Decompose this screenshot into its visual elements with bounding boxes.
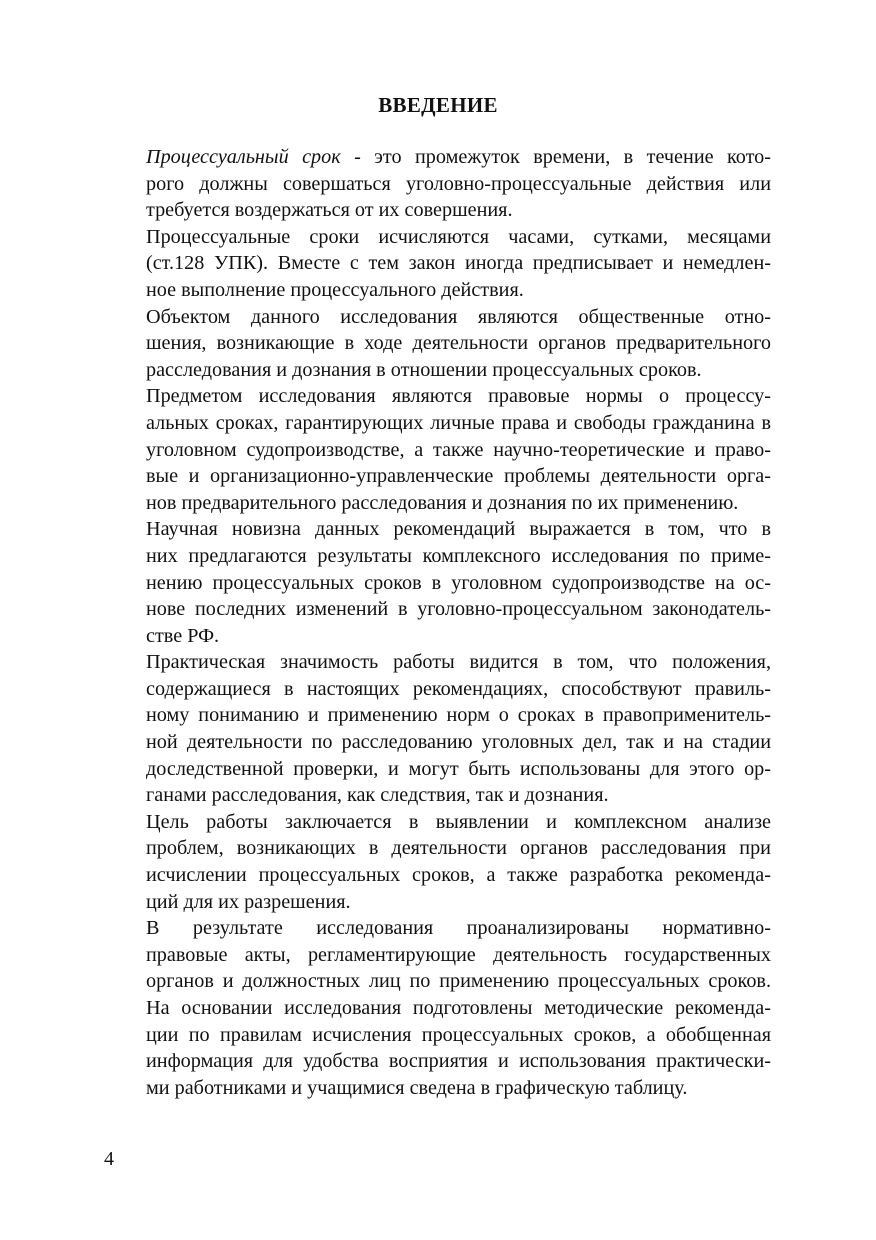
text-line: ми работниками и учащимися сведена в графическую таблицу. xyxy=(146,1076,688,1099)
text-line xyxy=(104,144,771,171)
text-line: шения, возникающие в ходе деятельности органов предварительного xyxy=(146,332,771,355)
paragraph xyxy=(104,144,771,224)
text-line: стве РФ. xyxy=(146,624,220,647)
text-line: нове последних изменений в уголовно-процессуальном законодатель- xyxy=(146,598,771,621)
text-line: проблем, возникающих в деятельности органов расследования при xyxy=(146,837,771,860)
text-line: рого должны совершаться уголовно-процессуальные действия или xyxy=(146,172,771,195)
text-line: альных сроках, гарантирующих личные права и свободы гражданина в xyxy=(146,411,771,434)
text-line: Объектом данного исследования являются общественные отно- xyxy=(146,305,771,328)
italic-term: Процессуальный срок xyxy=(146,146,341,168)
text-line: Предметом исследования являются правовые нормы о процессу- xyxy=(146,385,771,408)
paragraph xyxy=(104,516,771,649)
text-line: органов и должностных лиц по применению процессуальных сроков. xyxy=(146,970,771,993)
text-line: Практическая значимость работы видится в том, что положения, xyxy=(146,651,771,674)
text-line: Цель работы заключается в выявлении и комплексном анализе xyxy=(146,810,771,833)
paragraph xyxy=(104,915,771,1101)
text-line: нению процессуальных сроков в уголовном судопроизводстве на ос- xyxy=(146,571,771,594)
paragraph xyxy=(104,649,771,809)
text-line: (ст.128 УПК). Вместе с тем закон иногда предписывает и немедлен- xyxy=(146,252,771,275)
text-line: ций для их разрешения. xyxy=(146,890,351,913)
text-line: Научная новизна данных рекомендаций выражается в том, что в xyxy=(146,518,771,541)
page-number: 4 xyxy=(104,1148,114,1170)
text-line: информация для удобства восприятия и использования практически- xyxy=(146,1050,771,1073)
text-line: уголовном судопроизводстве, а также научно-теоретические и право- xyxy=(146,438,771,461)
text-line: ное выполнение процессуального действия. xyxy=(146,278,524,301)
text-line: доследственной проверки, и могут быть использованы для этого ор- xyxy=(146,757,771,780)
text-line: правовые акты, регламентирующие деятельность государственных xyxy=(146,943,771,966)
text-line: исчислении процессуальных сроков, а также разработка рекоменда- xyxy=(146,864,771,887)
text-line: них предлагаются результаты комплексного исследования по приме- xyxy=(146,544,771,567)
text-line: Процессуальные сроки исчисляются часами, сутками, месяцами xyxy=(146,225,771,248)
paragraph xyxy=(104,224,771,304)
paragraph xyxy=(104,304,771,384)
text-line: ганами расследования, как следствия, так и дознания. xyxy=(146,784,609,807)
text-line: ции по правилам исчисления процессуальных сроков, а обобщенная xyxy=(146,1023,771,1046)
text-line: вые и организационно-управленческие проблемы деятельности орга- xyxy=(146,465,771,488)
text-line: требуется воздержаться от их совершения. xyxy=(146,199,513,222)
text-line: содержащиеся в настоящих рекомендациях, способствуют правиль- xyxy=(146,677,771,700)
text-line: расследования и дознания в отношении процессуальных сроков. xyxy=(146,358,702,381)
paragraph xyxy=(104,383,771,516)
text-line: нов предварительного расследования и дознания по их применению. xyxy=(146,491,739,514)
text-line: ному пониманию и применению норм о сроках в правоприменитель- xyxy=(146,704,771,727)
paragraph xyxy=(104,809,771,915)
text-line: В результате исследования проанализированы нормативно- xyxy=(146,917,771,940)
text-line: ной деятельности по расследованию уголовных дел, так и на стадии xyxy=(146,731,771,754)
text-line: На основании исследования подготовлены методические рекоменда- xyxy=(146,997,771,1019)
text-line-rest: - это промежуток времени, в течение кото- xyxy=(340,146,771,168)
body-text xyxy=(104,144,771,1101)
page-title: ВВЕДЕНИЕ xyxy=(378,93,498,117)
